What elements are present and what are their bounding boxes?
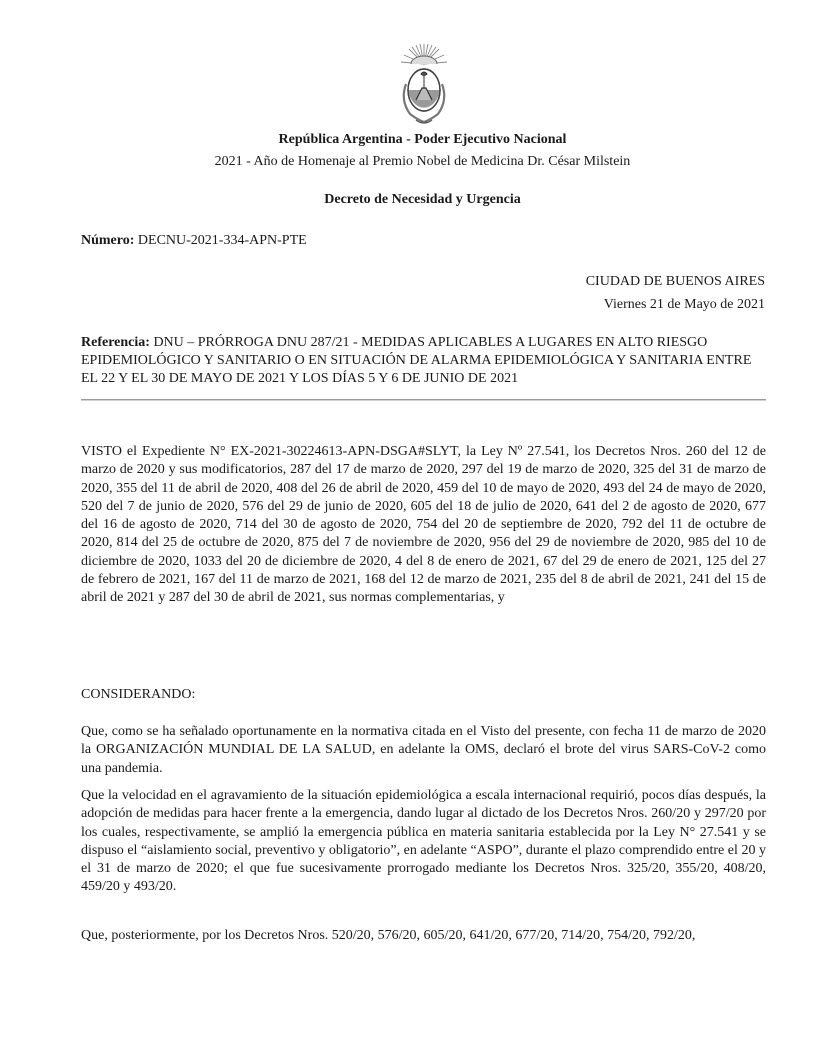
date-line: Viernes 21 de Mayo de 2021 — [603, 297, 765, 312]
header-republic-line: República Argentina - Poder Ejecutivo Nacional — [278, 132, 567, 147]
document-number-row — [81, 232, 307, 249]
visto-paragraph: VISTO el Expediente N° EX-2021-30224613-APN-DSGA#SLYT, la Ley Nº 27.541, los Decretos Nros. 260 del 12 de marzo de 2020 y sus modificatorios, 287 del 17 de marzo de 2020, 297 del 19 de marzo de 2020, 325 del 31 de marzo de 2020, 355 del 11 de abril de 2020, 408 del 26 de abril de 2020, 459 del 10 de mayo de 2020, 493 del 24 de mayo de 2020, 520 del 7 de junio de 2020, 576 del 29 de junio de 2020, 605 del 18 de julio de 2020, 641 del 2 de agosto de 2020, 677 del 16 de agosto de 2020, 714 del 30 de agosto de 2020, 754 del 20 de septiembre de 2020, 792 del 11 de octubre de 2020, 814 del 25 de octubre de 2020, 875 del 7 de noviembre de 2020, 956 del 29 de noviembre de 2020, 985 del 10 de diciembre de 2020, 1033 del 20 de diciembre de 2020, 4 del 8 de enero de 2021, 67 del 29 de enero de 2021, 125 del 27 de febrero de 2021, 167 del 11 de marzo de 2021, 168 del 12 de marzo de 2021, 235 del 8 de abril de 2021, 241 del 15 de abril de 2021 y 287 del 30 de abril de 2021, sus normas complementarias, y — [81, 444, 766, 606]
document-type-title: Decreto de Necesidad y Urgencia — [324, 192, 521, 207]
header-year-motto: 2021 - Año de Homenaje al Premio Nobel de Medicina Dr. César Milstein — [214, 154, 631, 169]
document-number-label: Número: — [81, 233, 135, 248]
considerando-paragraph-3: Que, posteriormente, por los Decretos Nros. 520/20, 576/20, 605/20, 641/20, 677/20, 714/20, 754/20, 792/20, — [81, 928, 696, 943]
reference-block — [81, 334, 771, 388]
city-line: CIUDAD DE BUENOS AIRES — [585, 274, 765, 289]
considerando-heading: CONSIDERANDO: — [81, 687, 196, 702]
reference-text: DNU – PRÓRROGA DNU 287/21 - MEDIDAS APLICABLES A LUGARES EN ALTO RIESGO EPIDEMIOLÓGICO Y SANITARIO O EN SITUACIÓN DE ALARMA EPIDEMIOLÓGICA Y SANITARIA ENTRE EL 22 Y EL 30 DE MAYO DE 2021 Y LOS DÍAS 5 Y 6 DE JUNIO DE 2021 — [81, 335, 752, 386]
reference-label: Referencia: — [81, 335, 150, 350]
document-number-value: DECNU-2021-334-APN-PTE — [137, 233, 307, 248]
header-divider — [81, 399, 766, 401]
considerando-paragraph-2: Que la velocidad en el agravamiento de la situación epidemiológica a escala internacional requirió, pocos días después, la adopción de medidas para hacer frente a la emergencia, dando lugar al dictado de los Decretos Nros. 260/20 y 297/20 por los cuales, respectivamente, se amplió la emergencia pública en materia sanitaria establecida por la Ley N° 27.541 y se dispuso el “aislamiento social, preventivo y obligatorio”, en adelante “ASPO”, durante el plazo comprendido entre el 20 y el 31 de marzo de 2020; el que fue sucesivamente prorrogado mediante los Decretos Nros. 325/20, 355/20, 408/20, 459/20 y 493/20. — [81, 788, 766, 895]
national-coat-of-arms-icon — [396, 42, 452, 126]
considerando-paragraph-1: Que, como se ha señalado oportunamente en la normativa citada en el Visto del presente, con fecha 11 de marzo de 2020 la ORGANIZACIÓN MUNDIAL DE LA SALUD, en adelante la OMS, declaró el brote del virus SARS-CoV-2 como una pandemia. — [81, 724, 766, 776]
